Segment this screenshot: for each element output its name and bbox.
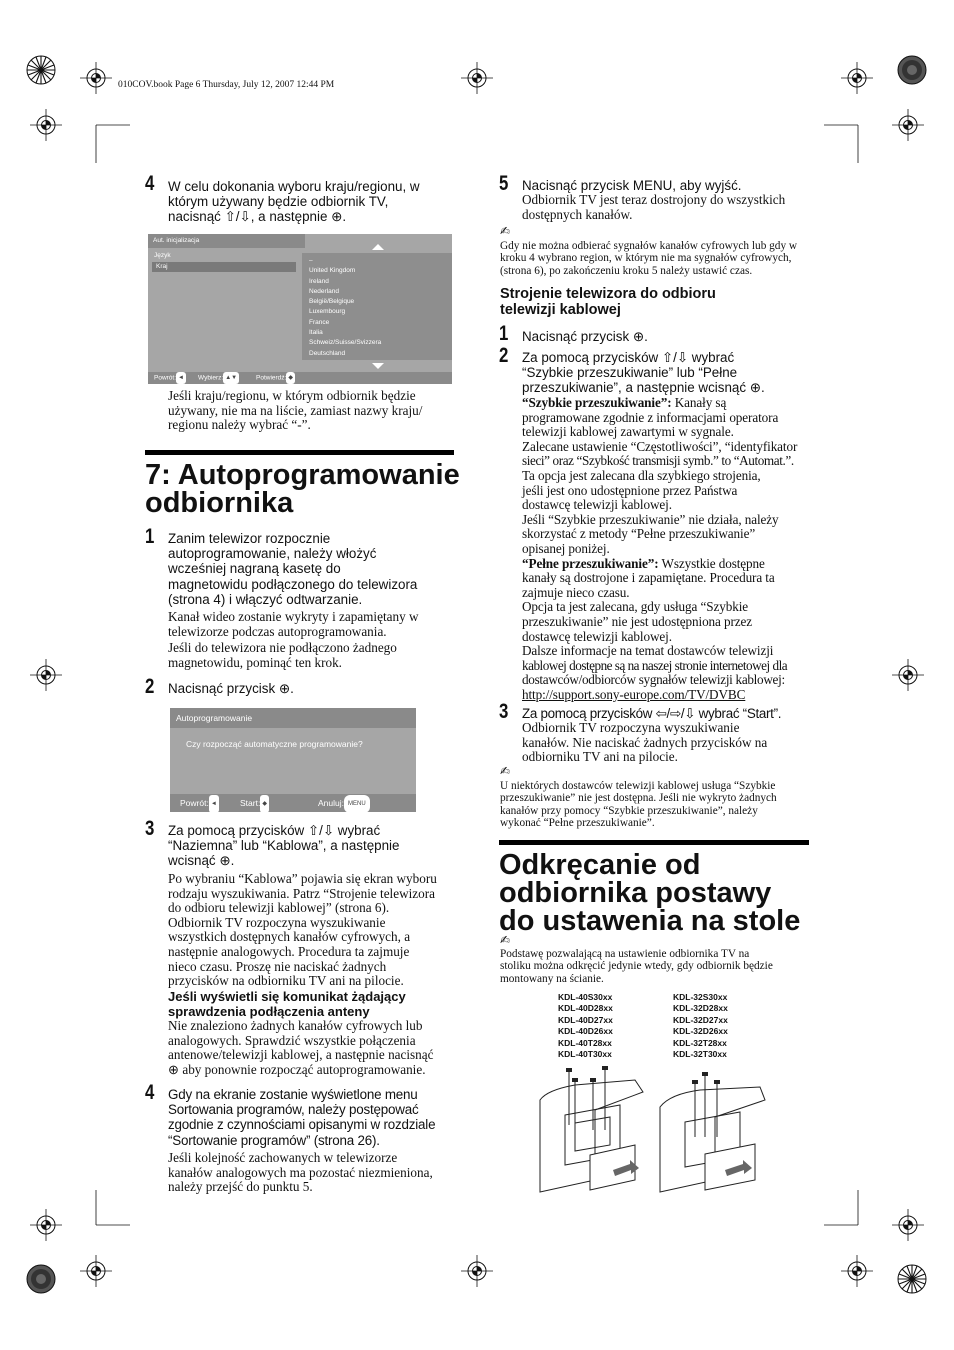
menu-key-icon: MENU [344, 795, 370, 813]
pencil-note-icon: ✍ [500, 764, 511, 778]
step5-note: Gdy nie można odbierać sygnałów kanałów cyfrowych lub gdy w kroku 4 wybrano region, w którym nie ma sygnałów cyfrowych, (strona 6), po zakończeniu kroku 5 należy ustawić czas. [500, 240, 798, 277]
antenna-warning-body: Nie znaleziono żadnych kanałów cyfrowych lub analogowych. Sprawdzić wszystkie połączenia antenowe/telewizji kablowej, a następnie nacisnąć ⊕ aby ponownie rozpocząć autoprogramowanie. [168, 1018, 434, 1077]
step-number-1: 1 [145, 525, 155, 548]
screen-footer: Powrót: ◄ Start: ◆ Anuluj: MENU [170, 794, 416, 812]
step1-instruction: Zanim telewizor rozpocznie autoprogramowanie, należy włożyć wcześniej nagraną kasetę do magnetowidu podłączonego do telewizora (strona 4) i włączyć odtwarzanie. [168, 531, 418, 607]
country-item[interactable]: United Kingdom [309, 267, 356, 275]
quick-search-description: “Szybkie przeszukiwanie”: Kanały są programowane zgodnie z informacjami operatora telewizji kablowej zawartymi w sygnale. Zalecane ustawienie “Częstotliwości”, “identyfikator sieci” oraz “Szybkość transmisji symb.” to “Automat.”. Ta opcja jest zalecana dla szybkiego strojenia, jeśli jest ono udostępnione przez Państwa dostawcę telewizji kablowej. Jeśli “Szybkie przeszukiwanie” nie działa, należy skorzystać z metody “Pełne przeszukiwanie” opisanej poniżej. “Pełne przeszukiwanie”: Wszystkie dostępne kanały są dostrojone i zapamiętane. Procedura ta zajmuje nieco czasu. Opcja ta jest zalecana, gdy usługa “Szybkie przeszukiwanie” nie jest udostępniona przez dostawcę telewizji kablowej. Dalsze informacje na temat dostawców telewizji kablowej dostępne są na naszej stronie internetowej dla dostawców/odbiorców sygnałów telewizji kablowej: http://support.sony-europe.com/TV/DVBC [522, 395, 798, 702]
cable-step3-body: Odbiornik TV rozpoczyna wyszukiwanie kanałów. Nie naciskać żadnych przycisków na odbiorniku TV ani na pilocie. [522, 720, 768, 765]
country-item[interactable]: – [309, 257, 313, 264]
country-select-screen [148, 234, 452, 384]
section-rule [145, 450, 454, 455]
country-item[interactable]: Ireland [309, 277, 329, 285]
scroll-down-icon [372, 363, 384, 369]
stand-note: Podstawę pozwalającą na ustawienie odbiornika TV na stoliku można odkręcić jedynie wtedy, gdy odbiornik będzie montowany na ścianie. [500, 948, 773, 985]
step5-body: Odbiornik TV jest teraz dostrojony do wszystkich dostępnych kanałów. [522, 192, 786, 222]
sony-support-link[interactable]: http://support.sony-europe.com/TV/DVBC [522, 686, 746, 702]
cable-tuning-heading: Strojenie telewizora do odbioru telewizji kablowej [500, 286, 716, 318]
country-item[interactable]: France [309, 318, 330, 326]
step3-body: Po wybraniu “Kablowa” pojawia się ekran wyboru rodzaju wyszukiwania. Patrz “Strojenie telewizora do odbioru telewizji kablowej” (strona 6). Odbiornik TV rozpoczyna wyszukiwanie wszystkich dostępnych kanałów cyfrowych, a następnie analogowych. Procedura ta zajmuje nieco czasu. Proszę nie naciskać żadnych przycisków na odbiorniku TV ani na pilocie. [168, 871, 437, 989]
screen-title: Autoprogramowanie [170, 708, 416, 728]
enter-key-icon: ◆ [260, 795, 269, 813]
models-40-list: KDL-40S30xx KDL-40D28xx KDL-40D27xx KDL-40D26xx KDL-40T28xx KDL-40T30xx [558, 992, 613, 1060]
step2-instruction: Nacisnąć przycisk ⊕. [168, 681, 294, 696]
up-down-key-icon: ▲▼ [223, 372, 239, 384]
step-number-3: 3 [145, 817, 155, 840]
page-title: 7: Autoprogramowanie odbiornika [145, 459, 460, 519]
country-item[interactable]: Italia [309, 329, 323, 337]
step-number-4a: 4 [145, 172, 155, 195]
scroll-up-icon [372, 244, 384, 250]
step-number-c1: 1 [499, 322, 509, 345]
back-key-icon: ◄ [209, 795, 219, 813]
step-number-4b: 4 [145, 1081, 155, 1104]
step4a-instruction: W celu dokonania wyboru kraju/regionu, w którym używany będzie odbiornik TV, nacisnąć ⇧/⇩, a następnie ⊕. [168, 179, 420, 225]
country-item[interactable]: Nederland [309, 287, 339, 295]
step-number-c3: 3 [499, 700, 509, 723]
step4a-note: Jeśli kraju/regionu, w którym odbiornik będzie używany, nie ma na liście, zamiast nazwy kraju/ regionu należy wybrać “-”. [168, 388, 423, 433]
autoprogram-screen [170, 708, 416, 812]
cable-step2-instruction: Za pomocą przycisków ⇧/⇩ wybrać “Szybkie przeszukiwanie” lub “Pełne przeszukiwanie”, a następnie wcisnąć ⊕. [522, 350, 765, 396]
screen-footer: Powrót: ◄ Wybierz: ▲▼ Potwierdź: ◆ [148, 372, 452, 384]
screen-question: Czy rozpocząć automatyczne programowanie? [186, 739, 363, 749]
back-key-icon: ◄ [176, 372, 186, 384]
step4b-instruction: Gdy na ekranie zostanie wyświetlone menu Sortowania programów, należy postępować zgodnie z czynnościami opisanymi w rozdziale “Sortowanie programów” (strona 26). [168, 1087, 436, 1148]
book-info-header: 010COV.book Page 6 Thursday, July 12, 2007 12:44 PM [118, 80, 335, 90]
step3-instruction: Za pomocą przycisków ⇧/⇩ wybrać “Naziemna” lub “Kablowa”, a następnie wcisnąć ⊕. [168, 823, 400, 869]
stand-illustration-32 [655, 1062, 770, 1195]
country-item[interactable]: België/Belgique [309, 298, 355, 306]
cable-step3-instruction: Za pomocą przycisków ⇦/⇨/⇩ wybrać “Start”. [522, 706, 782, 721]
models-32-list: KDL-32S30xx KDL-32D28xx KDL-32D27xx KDL-32D26xx KDL-32T28xx KDL-32T30xx [673, 992, 728, 1060]
country-list[interactable] [302, 253, 452, 360]
cable-step1-instruction: Nacisnąć przycisk ⊕. [522, 329, 648, 344]
section-rule [499, 840, 809, 845]
step-number-5: 5 [499, 172, 509, 195]
menu-item-language: Język [154, 252, 171, 259]
step1-body: Kanał wideo zostanie wykryty i zapamiętany w telewizorze podczas autoprogramowania. Jeśli do telewizora nie podłączono żadnego magnetowidu, pominąć ten krok. [168, 609, 419, 670]
menu-item-country: Kraj [152, 262, 296, 272]
step4b-body: Jeśli kolejność zachowanych w telewizorze kanałów analogowych ma pozostać niezmieniona, należy przejść do punktu 5. [168, 1150, 433, 1195]
country-item[interactable]: Deutschland [309, 349, 346, 357]
pencil-note-icon: ✍ [500, 224, 511, 238]
country-item[interactable]: Schweiz/Suisse/Svizzera [309, 339, 382, 347]
step5-instruction: Nacisnąć przycisk MENU, aby wyjść. [522, 178, 742, 193]
antenna-warning-title: Jeśli wyświetli się komunikat żądający sprawdzenia podłączenia anteny [168, 989, 406, 1019]
stand-illustration-40 [535, 1060, 645, 1195]
stand-removal-heading: Odkręcanie od odbiornika postawy do ustawenia na stole [499, 849, 801, 937]
country-item[interactable]: Luxembourg [309, 308, 346, 316]
pencil-note-icon: ✍ [500, 933, 511, 947]
cable-step3-note: U niektórych dostawców telewizji kablowej usługa “Szybkie przeszukiwanie” nie jest dostępna. Jeśli nie wykryto żadnych kanałów przy pomocy “Szybkie przeszukiwanie”, należy wykonać “Pełne przeszukiwanie”. [500, 780, 777, 829]
step-number-2: 2 [145, 675, 155, 698]
enter-key-icon: ◆ [286, 372, 295, 384]
step-number-c2: 2 [499, 344, 509, 367]
screen-title: Aut. inicjalizacja [148, 234, 305, 248]
